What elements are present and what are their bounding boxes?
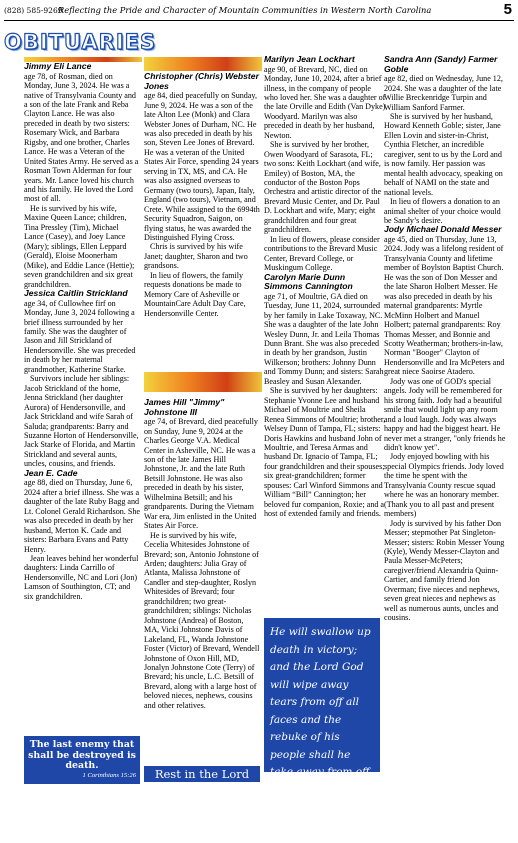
obituary-text: age 88, died on Thursday, June 6, 2024 after a brief illness. She was a daughter of the late Ruby Bagg and Lt. Colonel Gerald Richardson. She was also preceded in death by her husband, Merton K. Cade and sisters: Barbara Evans and Patty Henry. [24,478,140,554]
obituary [264,273,386,519]
obituary-text: He is survived by his wife, Cecelia Whitesides Johnstone of Brevard; son, Antonio Johnstone of Arden; daughters: Julia Gray of Atlanta, Malissa Johnstone of Candler and step-daughter, Roslyn Whitesides of Brevard; four grandchildren; two great-grandchildren; siblings: Nicholas Johnstone (Andrea) of Boston, MA, Vicki Johnstone Davis of Lakeland, FL, Wanda Johnstone Foster (Victor) of Brevard, Wendell Johnstone of Oxon Hill, MD, Jonalyn Johnstone Cote (Terry) of Brevard; his uncle, L.C. Betsill of Brevard, along with a large host of beloved nieces, nephews, cousins and other relatives. [144,530,260,710]
obituary-name: Carolyn Marie Dunn Simmons Cannington [264,271,353,292]
obituary-name: Jody Michael Donald Messer [384,224,502,235]
obituary [384,55,508,225]
section-title: OBITUARIES [4,30,157,54]
obituary-name: Marilyn Jean Lockhart [264,55,355,64]
obituary-text: age 74, of Brevard, died peacefully on Sunday, June 9, 2024 at the Charles George V.A. Medical Center in Asheville, NC. He was a son of the late James Hill Johnstone, Jr. and the late Ruth Betsill Johnstone. He was also preceded in death by his sister, Wilhelmina Betsill; and his grandparents. During the Vietnam War era, Jim enlisted in the United States Air Force. [144,417,258,531]
obituary-text: age 82, died on Wednesday, June 12, 2024. She was a daughter of the late Willie Breckenridge Turpin and William Sanford Farmer. [384,74,503,112]
scripture-reference: 1 Corinthians 15:26 [82,771,136,779]
obituary-name: Sandra Ann (Sandy) Farmer Goble [384,55,498,74]
obituary-text: age 78, of Rosman, died on Monday, June 3, 2024. He was a native of Transylvania County and a son of the late Frank and Reba Clayton Lance. He was also preceded in death by two sisters: Rosemary Wick, and Barbara Rigsby, and one brother, Charles Lance. He was a Veteran of the United States Army. He served as a Rosman Town Alderman for four years. Mr. Lance loved his church and his family. He loved the Lord most of all. [24,71,139,204]
obituary [264,55,386,273]
obituary [384,225,508,622]
obituary-name: Jean E. Cade [24,467,78,478]
rest-in-the-lord-banner: Rest in the Lord [144,766,260,782]
obituary-name: Jimmy Eli Lance [24,62,92,71]
obituary [144,398,260,710]
obituary-text: Survivors include her siblings: Jacob Strickland of the home, Jenna Strickland (her daughter Aurora) of Hendersonville, and Jack Strickland and wife Sarah of Saluda; grandparents: Barry and Suzanne Horton of Hendersonville, Jack Starke of Florida, and Martin Strickland and several aunts, uncles, cousins, and friends. [24,374,139,469]
obituary-text: He is survived by his wife, Maxine Queen Lance; children, Tina Pressley (Tim), Michael Lance (Casey), and Joey Lance (Mary); siblings, Ellen Leppard (Gerald), Eloise Moonerham (Mike), and Eddie Lance (Hettie); seven grandchildren and six great grandchildren. [24,203,135,289]
scripture-reference: Isaiah 25:8 [341,834,376,843]
scripture-text: The last enemy that shall be destroyed is death. [28,739,136,771]
obituary-text: age 45, died on Thursday, June 13, 2024. Jody was a lifelong resident of Transylvania County and lifetime member of Boylston Baptist Church. He was the son of Don Messer and the late Sharon Holbert Messer. He was also preceded in death by his maternal grandparents: Myrtle McMinn Holbert and Manuel Holbert; paternal grandparents: Roy Thomas Messer, and Bonnie and Scotty Weatherman; brothers-in-law, Norman "Booger" Clayton of Hendersonville and Ira McPeters and great niece Saoirse Atadero. [384,235,505,377]
obituary-name: James Hill "Jimmy" Johnstone III [144,398,225,417]
obituary-name: Christopher (Chris) Webster Jones [144,72,259,91]
obituary-text: In lieu of flowers, please consider contributions to the Brevard Music Center, Brevard College, or Muskingum College. [264,234,380,273]
obituary-text: Jody is survived by his father Don Messer; stepmother Pat Singleton-Messer; sisters: Robin Messer Young (Kyle), Wendy Messer-Clayton and Paula Messer-McPeters; caregiver/friend Alexandria Quinn-Cartier, and family friend Jon Overman; five nieces and nephews, seven great nieces and nephews as well as numerous aunts, uncles and cousins. [384,518,505,623]
obituary-text: age 34, of Cullowhee firf on Monday, June 3, 2024 following a brief illness surrounded by her family. She was the daughter of Jason and Jill Strickland of Hendersonville. She was preceded in death by her maternal grandmother, Katherine Starke. [24,298,136,374]
scripture-text: He will swallow up death in victory; and the Lord God will wipe away tears from off all faces and the rebuke of his people shall he take away from off all the earth; for the Lord hath spoken it. [270,626,371,831]
obituary-text: She is survived by her husband, Howard Kenneth Goble; sister, Jane Ellen Lovin and sister-in-Christ, Cynthia Fletcher, an incredible caregiver, sent to us by the Lord and is now family. Her passion was mental health advocacy, speaking on behalf of NAMI on the state and national levels. [384,112,503,197]
scripture-box-2 [264,618,380,843]
obituary-name: Jessica Caitlin Strickland [24,288,128,299]
obituary-text: Jody enjoyed bowling with his special Olympics friends. Jody loved the time he spent with the Transylvania County rescue squad where he was an honorary member. (Thank you to all past and present members) [384,452,504,519]
obituary-text: age 90, of Brevard, NC, died on Monday, June 10, 2024, after a brief illness, in the company of people who loved her. She was a daughter of the late Orville and Edith (Van Dyke) Woodyard. Marilyn was also preceded in death by her husband, Newton. [264,64,386,140]
column-3 [144,398,260,750]
obituary-text: Jean leaves behind her wonderful daughters: Linda Carrillo of Hendersonville, NC and Lori (Jon) Lamson of Southington, CT; and six grandchildren. [24,553,139,601]
sunset-banner-2 [144,57,262,71]
obituary [144,72,260,318]
obituary-text: She is survived by her daughters: Stephanie Yvonne Lee and husband Michael of Moultrie and Sheila Renea Simmons of Moultrie; brother, Welsey Dunn of Tampa, FL; sisters: Doris Hawkins and husband John of Moultrie, and Teresa Armas and husband Dr. Ignacio of Tampa, FL; four grandchildren and their spouses; six great-grandchildren; former spouses: Carl Winford Simmons and William “Bill” Cannington; her beloved fur companion, Roxie; and a host of extended family and friends. [264,386,386,519]
obituary-text: age 84, died peacefully on Sunday, June 9, 2024. He was a son of the late Alton Lee (Monk) and Clara Webster Jones of Durham, NC. He was also preceded in death by his son, Steven Lee Jones of Brevard. He was a veteran of the United States Air Force, spending 24 years serving in TX, MS, and CA. He was also assigned overseas to Germany (two tours), Japan, Italy, England (two tours), Vietnam, and Crete. While assigned to the 6994th Security Squadron, Saigon, on flying status, he was awarded the Distinguished Flying Cross. [144,91,260,242]
header-tagline: Reflecting the Pride and Character of Mountain Communities in Western North Carolina [58,5,432,15]
obituary [24,289,140,469]
scripture-box-1 [24,736,140,784]
phone-number: (828) 585-9269 [4,6,63,15]
page-number: 5 [503,1,512,18]
column-4 [264,55,386,615]
obituary [24,469,140,601]
column-1 [24,62,140,734]
obituary-text: In lieu of flowers a donation to an animal shelter of your choice would be Sandy’s desire. [384,197,501,225]
obituary-text: Jody was one of GOD's special angels. Jody will be remembered for his strong faith. Jody had a beautiful smile that would light up any room and a loud laugh. Jody was always happy and had the biggest heart. He never met a stranger, "only friends he didn't know yet". [384,376,506,452]
obituary [24,62,140,289]
obituary-text: Chris is survived by his wife Janet; daughter, Sharon and two grandsons. [144,242,248,271]
obituary-text: She is survived by her brother, Owen Woodyard of Sarasota, FL; two sons: Keith Lockhart (and wife, Emiley) of Boston, MA, the conductor of the Boston Pops Orchestra and artistic director of the Brevard Music Center, and Dr. Paul D. Lockhart and wife, Mary; eight grandchildren and four great grandchildren. [264,140,382,235]
page-header [4,3,514,21]
column-5 [384,55,508,805]
column-2 [144,72,260,382]
obituary-text: In lieu of flowers, the family requests donations be made to Memory Care of Asheville or MountainCare Adult Day Care, Hendersonville Center. [144,270,246,318]
obituary-text: age 71, of Moultrie, GA died on Tuesday, June 11, 2024, surrounded by her family in Lake Toxaway, NC. She was a daughter of the late John Wesley Dunn, Jr. and Leila Thomas Dunn Brant. She was also preceded in death by her grandson, Justin Wilkerson; brothers: Johnny Dunn and Tommy Dunn; and sisters: Sarah Beasley and Susan Alexander. [264,291,384,386]
